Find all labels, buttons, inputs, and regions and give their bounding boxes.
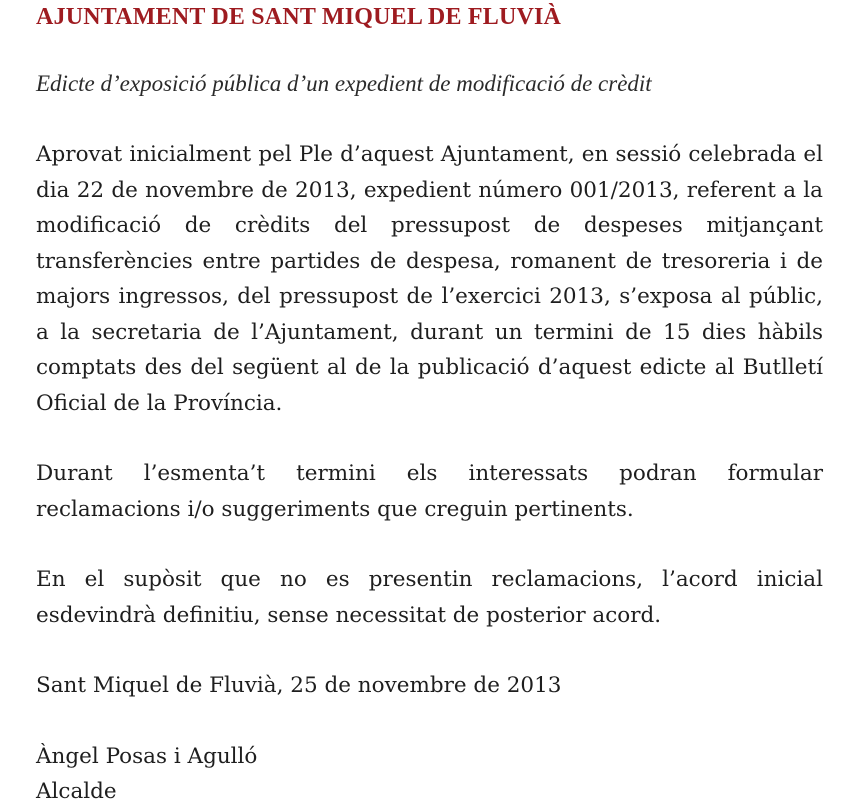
body-paragraph-definitive: En el supòsit que no es presentin reclamacions, l’acord inicial esdevindrà definitiu, sense necessitat de posterior acord.: [36, 567, 823, 628]
body-paragraph-approval: Aprovat inicialment pel Ple d’aquest Ajuntament, en sessió celebrada el dia 22 de novembre de 2013, expedient número 001/2013, referent a la modificació de crèdits del pressupost de despeses mitjançant transferències entre partides de despesa, romanent de tresoreria i de majors ingressos, del pressupost de l’exercici 2013, s’exposa al públic, a la secretaria de l’Ajuntament, durant un termini de 15 dies hàbils comptats des del següent al de la publicació d’aquest edicte al Butlletí Oficial de la Província.: [36, 142, 823, 416]
body-paragraph-claims: Durant l’esmenta’t termini els interessats podran formular reclamacions i/o suggeriments que creguin pertinents.: [36, 461, 823, 522]
edict-document: [36, 0, 823, 810]
signer-role: Alcalde: [36, 779, 117, 804]
document-title: AJUNTAMENT DE SANT MIQUEL DE FLUVIÀ: [36, 4, 562, 30]
document-subtitle: Edicte d’exposició pública d’un expedient de modificació de crèdit: [36, 71, 652, 96]
place-and-date: Sant Miquel de Fluvià, 25 de novembre de 2013: [36, 673, 562, 698]
signer-name: Àngel Posas i Agulló: [36, 743, 258, 769]
